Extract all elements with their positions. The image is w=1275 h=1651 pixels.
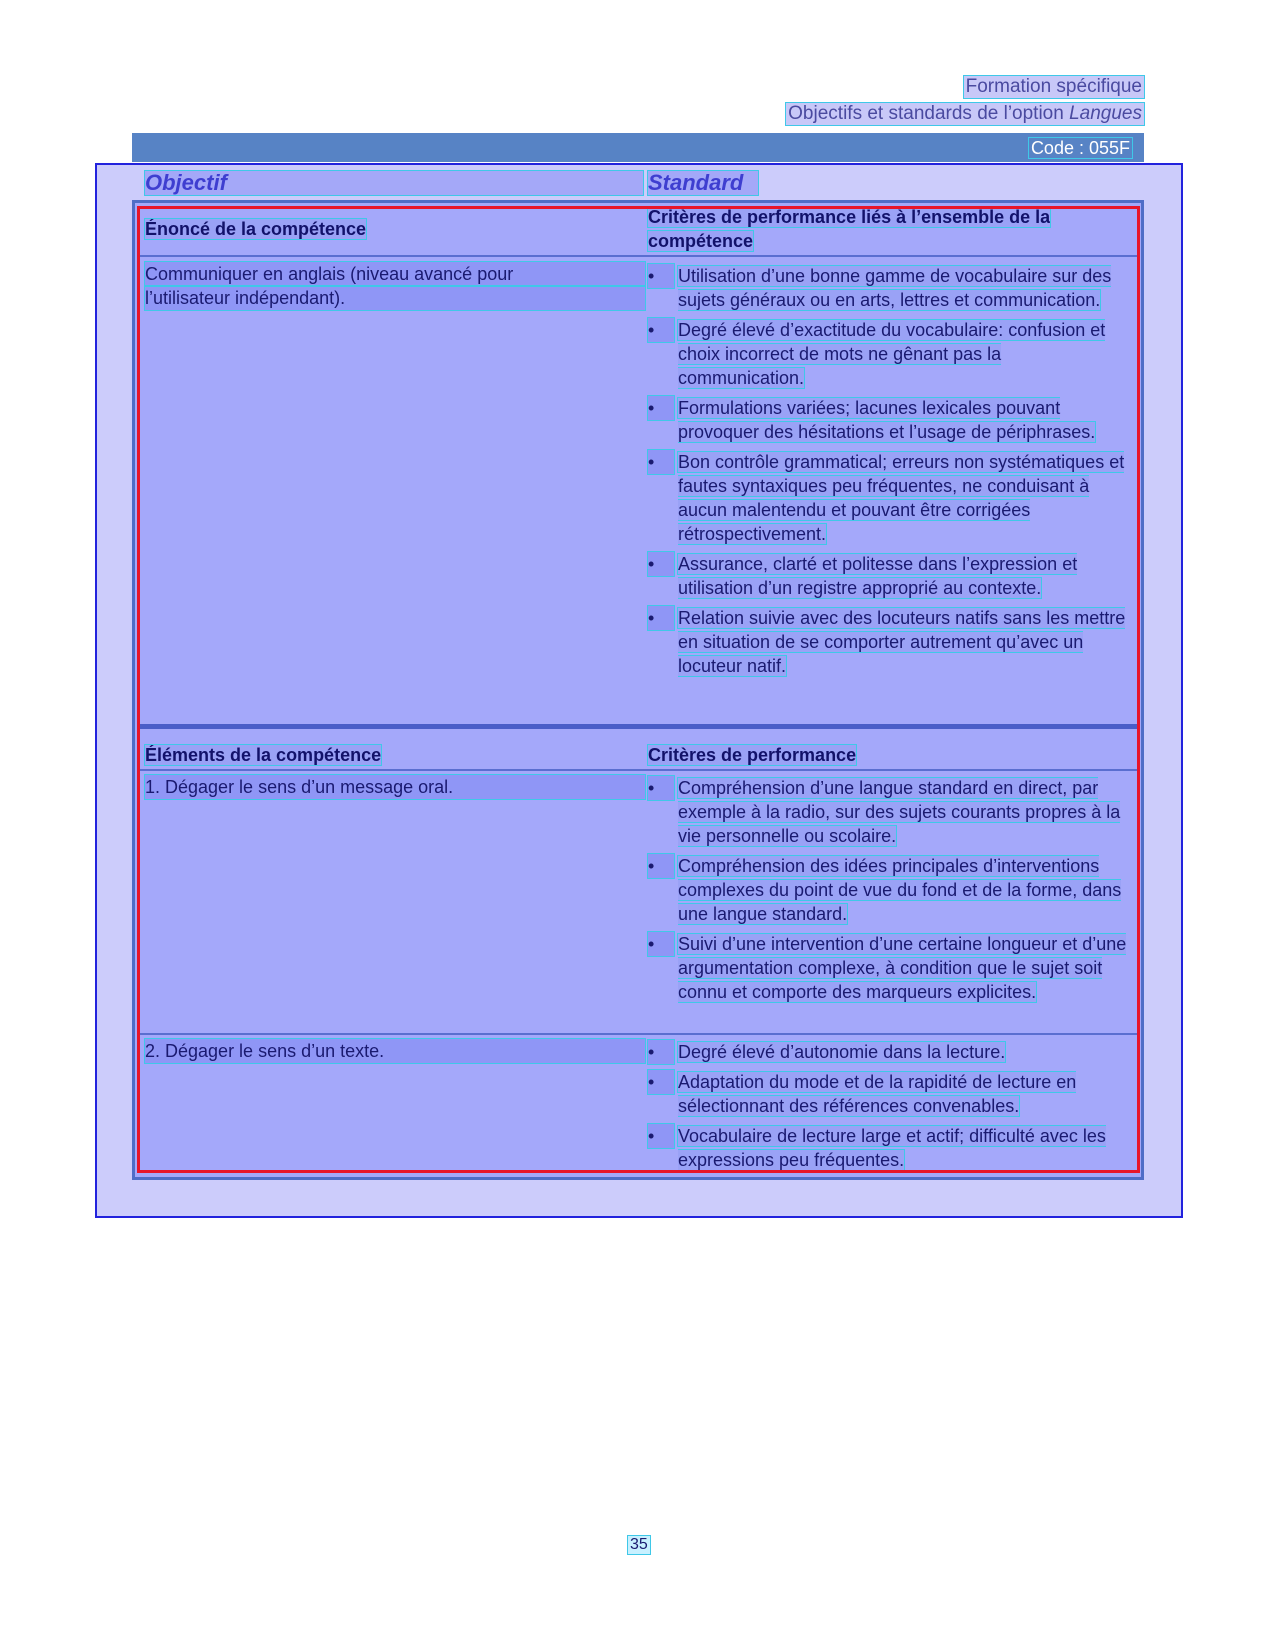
bullet-icon: • [648,1040,674,1064]
bullet-icon: • [648,264,674,288]
section1-right-header: Critères de performance liés à l’ensemble de la compétence [648,207,1051,251]
divider [138,255,1139,257]
divider [138,1033,1139,1035]
criteria-item: • Vocabulaire de lecture large et actif; difficulté avec les expressions peu fréquentes. [648,1126,1106,1170]
criteria-item: • Relation suivie avec des locuteurs natifs sans les mettre en situation de se comporter autrement qu’avec un locuteur natif. [648,608,1126,676]
element-1 [145,775,645,799]
element-2-criteria [648,1040,1128,1178]
standard-title: Standard [648,171,758,195]
criteria-item: • Adaptation du mode et de la rapidité de lecture en sélectionnant des références convenables. [648,1072,1077,1116]
section2-right-header: Critères de performance [648,745,857,765]
element-2 [145,1039,645,1063]
header-objectives-prefix: Objectifs et standards de l’option [788,103,1070,124]
bullet-icon: • [648,318,674,342]
header-formation: Formation spécifique [965,76,1142,97]
bullet-icon: • [648,396,674,420]
criteria-item: • Assurance, clarté et politesse dans l’expression et utilisation d’un registre approprié au contexte. [648,554,1078,598]
bullet-icon: • [648,450,674,474]
element-label: 1. Dégager le sens d’un message oral. [145,775,645,799]
code-bar [132,133,1144,162]
bullet-icon: • [648,776,674,800]
criteria-item: • Degré élevé d’autonomie dans la lecture. [648,1042,1006,1062]
bullet-icon: • [648,1124,674,1148]
criteria-item: • Formulations variées; lacunes lexicales pouvant provoquer des hésitations et l’usage de périphrases. [648,398,1096,442]
statement-line: Communiquer en anglais (niveau avancé pour [145,262,645,286]
element-1-criteria [648,776,1128,1010]
statement-line: l’utilisateur indépendant). [145,286,645,310]
divider [138,769,1139,771]
code-label: Code : 055F [1030,138,1130,158]
criteria-item: • Degré élevé d’exactitude du vocabulaire: confusion et choix incorrect de mots ne gênant pas la communication. [648,320,1106,388]
section-divider [138,724,1139,729]
header-objectives [786,103,1144,125]
bullet-icon: • [648,1070,674,1094]
section2-left-header: Éléments de la compétence [145,745,382,765]
criteria-item: • Compréhension d’une langue standard en direct, par exemple à la radio, sur des sujets courants propres à la vie personnelle ou scolaire. [648,778,1121,846]
page-number: 35 [630,1536,648,1553]
bullet-icon: • [648,552,674,576]
criteria-item: • Compréhension des idées principales d’interventions complexes du point de vue du fond et de la forme, dans une langue standard. [648,856,1122,924]
section1-left-header: Énoncé de la compétence [145,219,367,239]
section1-criteria [648,264,1128,684]
element-label: 2. Dégager le sens d’un texte. [145,1039,645,1063]
bullet-icon: • [648,606,674,630]
header-objectives-italic: Langues [1069,103,1142,124]
section1-statement [145,262,645,310]
criteria-item: • Utilisation d’une bonne gamme de vocabulaire sur des sujets généraux ou en arts, lettres et communication. [648,266,1112,310]
criteria-item: • Bon contrôle grammatical; erreurs non systématiques et fautes syntaxiques peu fréquentes, ne conduisant à aucun malentendu et pouvant être corrigées rétrospectivement. [648,452,1125,544]
bullet-icon: • [648,932,674,956]
bullet-icon: • [648,854,674,878]
criteria-item: • Suivi d’une intervention d’une certaine longueur et d’une argumentation complexe, à condition que le sujet soit connu et comporte des marqueurs explicites. [648,934,1127,1002]
objectif-title: Objectif [145,171,643,195]
